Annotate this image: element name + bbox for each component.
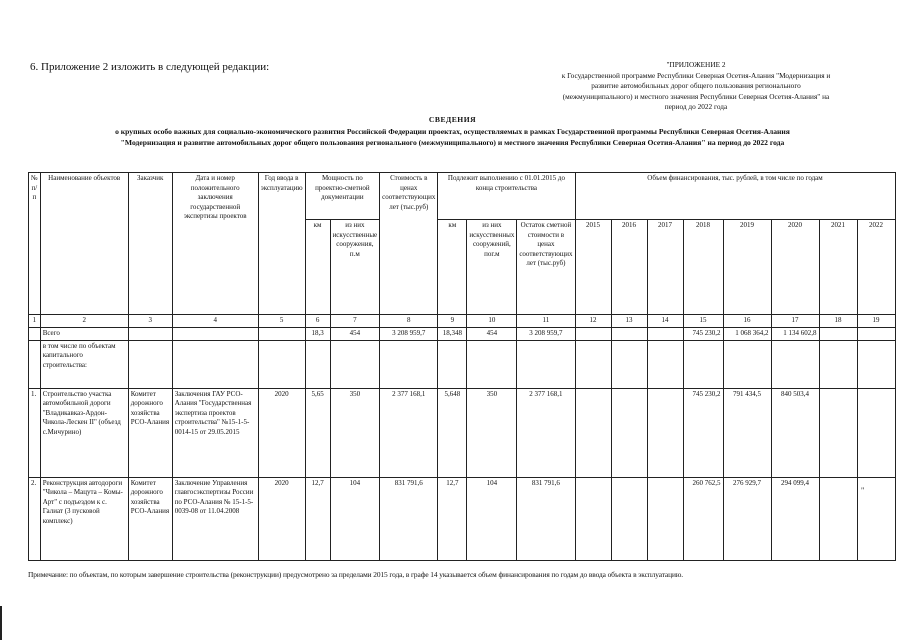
row-km: 12,7 <box>305 477 330 560</box>
header-year-2019: 2019 <box>723 220 771 315</box>
row-name: Реконструкция автодороги "Чикола – Мацута – Комы-Арт" с подъездом к с. Галиат (3 пусковой комплекс) <box>40 477 128 560</box>
header-year-2015: 2015 <box>575 220 611 315</box>
header-year-2018: 2018 <box>683 220 723 315</box>
row-2018: 745 230,2 <box>683 388 723 477</box>
header-year-2016: 2016 <box>611 220 647 315</box>
column-number: 2 <box>40 315 128 328</box>
appendix-line: развитие автомобильных дорог общего пользования регионального <box>591 81 801 90</box>
row-2019: 791 434,5 <box>723 388 771 477</box>
row-cost: 2 377 168,1 <box>380 388 438 477</box>
total-2019: 1 068 364,2 <box>723 328 771 341</box>
total-cost: 3 208 959,7 <box>380 328 438 341</box>
header-year-2020: 2020 <box>771 220 819 315</box>
header-remaining: Подлежит выполнению с 01.01.2015 до конца строительства <box>438 173 575 220</box>
row-customer: Комитет дорожного хозяйства РСО-Алания <box>128 477 172 560</box>
row-2020: 840 503,4 <box>771 388 819 477</box>
row-structures: 104 <box>330 477 380 560</box>
document-title <box>20 114 885 149</box>
row-2019: 276 929,7 <box>723 477 771 560</box>
total-structures-remaining: 454 <box>467 328 517 341</box>
margin-mark <box>0 606 2 640</box>
column-number: 11 <box>517 315 575 328</box>
appendix-line: "ПРИЛОЖЕНИЕ 2 <box>666 60 726 69</box>
header-balance: Остаток сметной стоимости в ценах соответствующих лет (тыс.руб) <box>517 220 575 315</box>
total-2018: 745 230,2 <box>683 328 723 341</box>
column-number: 5 <box>258 315 305 328</box>
projects-table <box>28 172 896 561</box>
header-year: Год ввода в эксплуатацию <box>258 173 305 315</box>
row-year: 2020 <box>258 388 305 477</box>
including-row <box>29 340 896 388</box>
column-number: 14 <box>647 315 683 328</box>
header-cost: Стоимость в ценах соответствующих лет (тыс.руб) <box>380 173 438 315</box>
row-balance: 831 791,6 <box>517 477 575 560</box>
total-2020: 1 134 602,8 <box>771 328 819 341</box>
column-number: 19 <box>857 315 895 328</box>
title-heading: СВЕДЕНИЯ <box>428 115 477 124</box>
total-structures: 454 <box>330 328 380 341</box>
column-number: 8 <box>380 315 438 328</box>
table-row <box>29 477 896 560</box>
total-km-remaining: 18,348 <box>438 328 467 341</box>
row-km-remaining: 5,648 <box>438 388 467 477</box>
row-structures-remaining: 350 <box>467 388 517 477</box>
header-structures: из них искусственные сооружения, п.м <box>330 220 380 315</box>
column-number: 12 <box>575 315 611 328</box>
appendix-header <box>520 60 872 113</box>
row-number: 2. <box>29 477 41 560</box>
row-expertise: Заключения ГАУ РСО-Алания "Государственная экспертиза проектов строительства" №15-1-5-0014-15 от 29.05.2015 <box>172 388 258 477</box>
header-expertise: Дата и номер положительного заключения государственной экспертизы проектов <box>172 173 258 315</box>
header-capacity: Мощность по проектно-сметной документации <box>305 173 380 220</box>
row-name: Строительство участка автомобильной дороги "Владикавказ-Ардон-Чикола-Лескен II" (объезд с.Мичурино) <box>40 388 128 477</box>
header-km-remaining: км <box>438 220 467 315</box>
column-number: 9 <box>438 315 467 328</box>
column-number: 13 <box>611 315 647 328</box>
total-label: Всего <box>40 328 128 341</box>
appendix-line: (межмуниципального) и местного значения Республики Северная Осетия-Алания" на <box>562 91 830 101</box>
header-year-2021: 2021 <box>819 220 857 315</box>
column-number: 4 <box>172 315 258 328</box>
column-number: 6 <box>305 315 330 328</box>
row-2020: 294 099,4 <box>771 477 819 560</box>
header-km: км <box>305 220 330 315</box>
header-year-2022: 2022 <box>857 220 895 315</box>
header-structures-remaining: из них искусственных сооружений, пог.м <box>467 220 517 315</box>
column-number: 10 <box>467 315 517 328</box>
total-row <box>29 328 896 341</box>
row-2018: 260 762,5 <box>683 477 723 560</box>
row-balance: 2 377 168,1 <box>517 388 575 477</box>
appendix-line: к Государственной программе Республики Северная Осетия-Алания "Модернизация и <box>561 70 831 80</box>
column-number: 17 <box>771 315 819 328</box>
header-num: № п/ п <box>29 173 41 315</box>
row-cost: 831 791,6 <box>380 477 438 560</box>
header-name: Наименование объектов <box>40 173 128 315</box>
column-number-row <box>29 315 896 328</box>
intro-text: 6. Приложение 2 изложить в следующей редакции: <box>30 61 270 73</box>
column-number: 18 <box>819 315 857 328</box>
column-number: 1 <box>29 315 41 328</box>
row-expertise: Заключение Управления главгосэкспертизы России по РСО-Алания № 15-1-5-0039-08 от 11.04.2008 <box>172 477 258 560</box>
total-km: 18,3 <box>305 328 330 341</box>
row-number: 1. <box>29 388 41 477</box>
appendix-line: период до 2022 года <box>664 102 728 111</box>
column-number: 3 <box>128 315 172 328</box>
header-year-2017: 2017 <box>647 220 683 315</box>
row-year: 2020 <box>258 477 305 560</box>
row-km: 5,65 <box>305 388 330 477</box>
row-km-remaining: 12,7 <box>438 477 467 560</box>
footnote: Примечание: по объектам, по которым завершение строительства (реконструкции) предусмотрено за пределами 2015 года, в графе 14 указывается объем финансирования по годам до ввода объекта в эксплуатацию. <box>28 570 683 579</box>
total-balance: 3 208 959,7 <box>517 328 575 341</box>
closing-quote: " <box>861 486 865 495</box>
column-number: 7 <box>330 315 380 328</box>
column-number: 15 <box>683 315 723 328</box>
row-structures: 350 <box>330 388 380 477</box>
header-financing: Объем финансирования, тыс. рублей, в том числе по годам <box>575 173 895 220</box>
column-number: 16 <box>723 315 771 328</box>
header-customer: Заказчик <box>128 173 172 315</box>
table-row <box>29 388 896 477</box>
row-structures-remaining: 104 <box>467 477 517 560</box>
including-label: в том числе по объектам капитального строительства: <box>40 340 128 388</box>
title-line: "Модернизация и развитие автомобильных дорог общего пользования регионального (межмуниципального) и местного значения Республики Северная Осетия-Алания" на период до 2022 года <box>120 138 785 147</box>
row-customer: Комитет дорожного хозяйства РСО-Алания <box>128 388 172 477</box>
title-line: о крупных особо важных для социально-экономического развития Российской Федерации проектах, осуществляемых в рамках Государственной программы Республики Северная Осетия-Алания <box>115 126 790 136</box>
